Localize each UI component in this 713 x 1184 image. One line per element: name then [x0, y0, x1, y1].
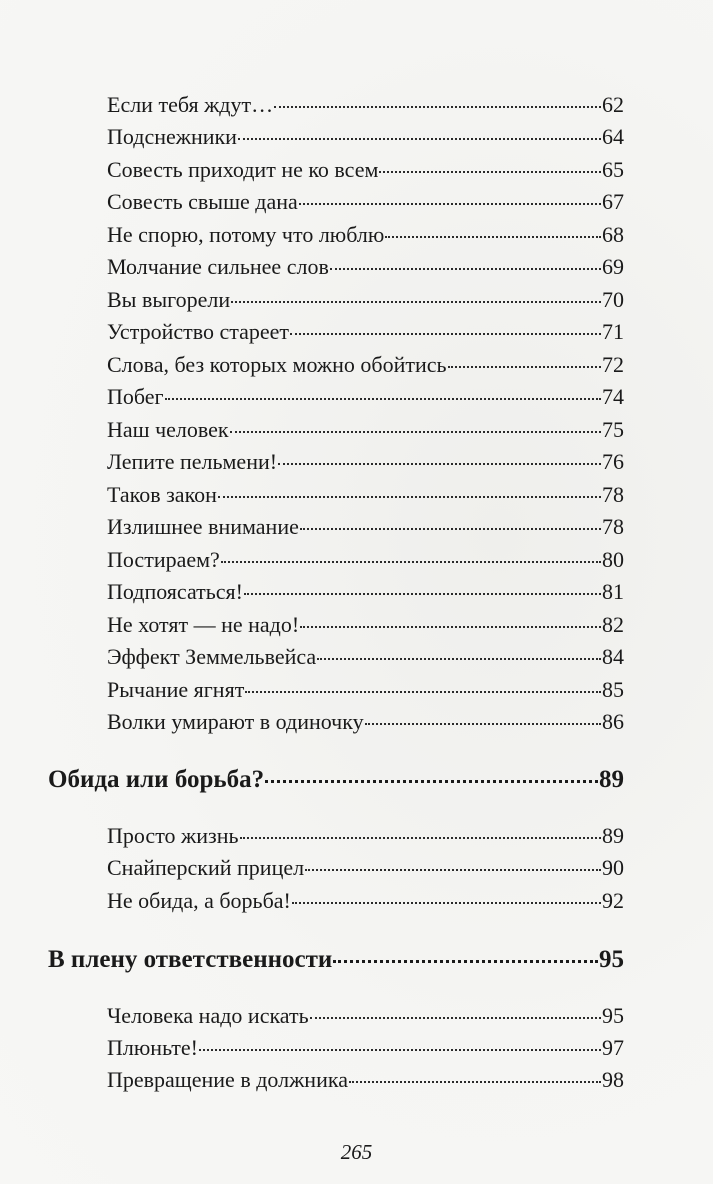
toc-entry-page: 84 — [602, 644, 624, 669]
dot-leader — [300, 528, 601, 530]
toc-entry — [107, 1035, 624, 1067]
toc-entry-title: Подпоясаться! — [107, 579, 244, 604]
toc-entry-title: Вы выгорели — [107, 287, 231, 312]
toc-entry — [107, 449, 624, 481]
toc-entry — [107, 514, 624, 546]
toc-entry-page: 86 — [602, 709, 624, 734]
toc-entry-page: 64 — [602, 124, 624, 149]
dot-leader — [199, 1049, 601, 1051]
toc-entry-title: Излишнее внимание — [107, 514, 299, 539]
toc-entry-title: Не обида, а борьба! — [107, 888, 291, 913]
toc-entry — [107, 287, 624, 319]
dot-leader — [240, 837, 602, 839]
dot-leader — [231, 301, 601, 303]
dot-leader — [330, 268, 601, 270]
toc-entry-title: Просто жизнь — [107, 823, 239, 848]
toc-entry-page: 69 — [602, 254, 624, 279]
toc-entry — [107, 222, 624, 254]
dot-leader — [448, 366, 601, 368]
dot-leader — [230, 431, 601, 433]
dot-leader — [305, 869, 601, 871]
toc-entry — [107, 254, 624, 286]
toc-chapter-heading — [48, 766, 624, 802]
toc-entry-title: Снайперский прицел — [107, 855, 305, 880]
toc-entry-title: Волки умирают в одиночку — [107, 709, 364, 734]
toc-entry — [107, 92, 624, 124]
toc-entry-title: Не спорю, потому что люблю — [107, 222, 385, 247]
toc-entry — [107, 417, 624, 449]
toc-entry — [107, 612, 624, 644]
toc-entry-page: 78 — [602, 482, 624, 507]
toc-entry — [107, 855, 624, 887]
page-number: 265 — [340, 1140, 373, 1164]
toc-entry-page: 78 — [602, 514, 624, 539]
toc-entry-title: Таков закон — [107, 482, 217, 507]
toc-entry-page: 89 — [602, 823, 624, 848]
dot-leader — [245, 691, 601, 693]
toc-entry-title: Устройство стареет — [107, 319, 290, 344]
dot-leader — [310, 1017, 601, 1019]
dot-leader — [238, 138, 601, 140]
toc-entry — [107, 677, 624, 709]
dot-leader — [290, 333, 601, 335]
dot-leader — [333, 960, 598, 963]
toc-entry-title: Превращение в должника — [107, 1067, 348, 1092]
toc-entry — [107, 157, 624, 189]
toc-entry-title: Плюньте! — [107, 1035, 198, 1060]
toc-entry-title: Слова, без которых можно обойтись — [107, 352, 447, 377]
toc-entry-title: Лепите пельмени! — [107, 449, 278, 474]
toc-entry-page: 85 — [602, 677, 624, 702]
toc-entry — [107, 579, 624, 611]
toc-entry — [107, 1067, 624, 1099]
dot-leader — [317, 658, 601, 660]
toc-entry-title: Человека надо искать — [107, 1003, 309, 1028]
toc-entry-page: 81 — [602, 579, 624, 604]
toc-entry — [107, 319, 624, 351]
dot-leader — [379, 171, 601, 173]
toc-entry-title: Совесть свыше дана — [107, 189, 298, 214]
toc-entry-page: 74 — [602, 384, 624, 409]
toc-entry-page: 71 — [602, 319, 624, 344]
toc-entry-page: 97 — [602, 1035, 624, 1060]
toc-entry-title: Эффект Земмельвейса — [107, 644, 317, 669]
toc-entry-title: Побег — [107, 384, 164, 409]
toc-entry-page: 65 — [602, 157, 624, 182]
dot-leader — [299, 203, 601, 205]
toc-entry-title: Совесть приходит не ко всем — [107, 157, 379, 182]
toc-entry-page: 68 — [602, 222, 624, 247]
dot-leader — [165, 398, 601, 400]
toc-entry-page: 92 — [602, 888, 624, 913]
toc-entry — [107, 823, 624, 855]
toc-entry-page: 98 — [602, 1067, 624, 1092]
dot-leader — [292, 902, 601, 904]
toc-entry — [107, 482, 624, 514]
toc-entry-page: 80 — [602, 547, 624, 572]
toc-entry — [107, 189, 624, 221]
toc-entry-title: Молчание сильнее слов — [107, 254, 329, 279]
toc-entry — [107, 888, 624, 920]
toc-entry — [107, 709, 624, 741]
toc-entry-page: 67 — [602, 189, 624, 214]
toc-entry-page: 62 — [602, 92, 624, 117]
toc-entry — [107, 384, 624, 416]
dot-leader — [274, 106, 601, 108]
toc-entry — [107, 547, 624, 579]
toc-chapter-heading — [48, 946, 624, 982]
toc-chapter-title: В плену ответственности — [48, 946, 333, 973]
toc-entry-title: Наш человек — [107, 417, 229, 442]
dot-leader — [385, 236, 601, 238]
dot-leader — [265, 780, 598, 783]
dot-leader — [218, 496, 601, 498]
toc-entry — [107, 644, 624, 676]
toc-entry-title: Не хотят — не надо! — [107, 612, 300, 637]
toc-chapter-page: 89 — [599, 766, 624, 793]
toc-entry-title: Подснежники — [107, 124, 237, 149]
dot-leader — [278, 463, 601, 465]
toc-entry-page: 90 — [602, 855, 624, 880]
toc-entry-page: 72 — [602, 352, 624, 377]
dot-leader — [349, 1081, 601, 1083]
toc-entry — [107, 124, 624, 156]
toc-entry-title: Рычание ягнят — [107, 677, 245, 702]
dot-leader — [365, 723, 601, 725]
dot-leader — [300, 626, 601, 628]
toc-entry — [107, 352, 624, 384]
toc-entry-title: Если тебя ждут… — [107, 92, 274, 117]
dot-leader — [221, 561, 601, 563]
toc-entry — [107, 1003, 624, 1035]
toc-entry-page: 70 — [602, 287, 624, 312]
toc-chapter-page: 95 — [599, 946, 624, 973]
toc-chapter-title: Обида или борьба? — [48, 766, 265, 793]
toc-entry-page: 82 — [602, 612, 624, 637]
toc-entry-page: 75 — [602, 417, 624, 442]
toc-entry-page: 95 — [602, 1003, 624, 1028]
toc-entry-page: 76 — [602, 449, 624, 474]
dot-leader — [244, 593, 601, 595]
toc-entry-title: Постираем? — [107, 547, 220, 572]
